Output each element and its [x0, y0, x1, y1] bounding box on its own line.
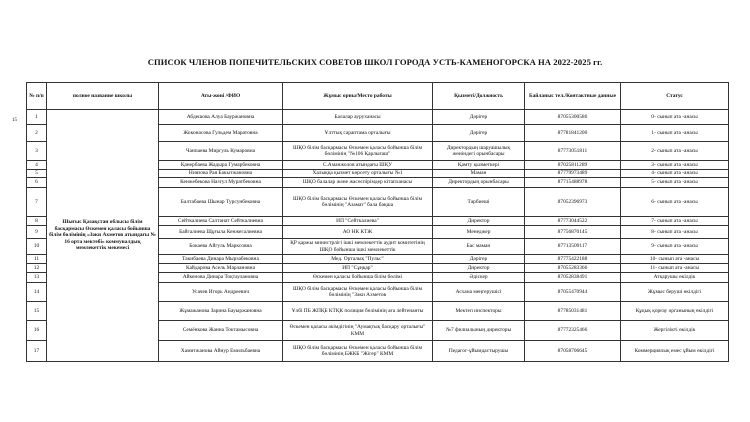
- cell-name: Жоконасова Гульдем Маратовна: [159, 125, 283, 142]
- school-name-cell: Шығыс Қазақстан облысы білім басқармасы Өскемен қаласы бойынша білім бөлімінің «Зәки Ахметов атындағы № 16 орта мектебі» коммуналдық мемлекеттік мекемесі: [47, 110, 159, 362]
- cell-contact: 87756870145: [525, 226, 621, 239]
- cell-work: ИП "Сұңқар": [283, 264, 433, 273]
- table-header-row: [27, 83, 729, 110]
- cell-position: Директордың орынбасары: [433, 178, 525, 188]
- cell-work: Балалар ауруханасы: [283, 110, 433, 125]
- cell-position: Дәрігер: [433, 125, 525, 142]
- cell-position: Асхана меңгерушісі: [433, 283, 525, 302]
- cell-contact: 87773044522: [525, 217, 621, 226]
- page-number: 15: [12, 118, 17, 123]
- cell-num: 5: [27, 170, 47, 178]
- cell-work: Ұлбі ПБ ЖПҚБ КТҚК полиция бөлімінің аға лейтенанты: [283, 302, 433, 321]
- cell-position: №7 филиалының директоры: [433, 321, 525, 341]
- cell-position: Тәрбиеші: [433, 188, 525, 217]
- cell-status: Атқарушы өкілдік: [621, 273, 729, 283]
- cell-num: 17: [27, 341, 47, 362]
- cell-contact: 87785031481: [525, 302, 621, 321]
- cell-name: Абдешова Алуа Бауржановна: [159, 110, 283, 125]
- cell-position: Дәрігер: [433, 255, 525, 264]
- cell-num: 14: [27, 283, 47, 302]
- cell-status: 1- сынып ата -анасы: [621, 125, 729, 142]
- cell-position: Дәрігер: [433, 110, 525, 125]
- cell-work: Ұлттық сараптама орталығы: [283, 125, 433, 142]
- cell-status: 3- сынып ата -анасы: [621, 161, 729, 170]
- cell-position: Әдіскер: [433, 273, 525, 283]
- cell-position: Директордың шаруашылық жөніндегі орынбасары: [433, 142, 525, 161]
- cell-status: 5- сынып ата -анасы: [621, 178, 729, 188]
- cell-contact: 87781841200: [525, 125, 621, 142]
- cell-contact: 87058706645: [525, 341, 621, 362]
- cell-status: 7- сынып ата -анасы: [621, 217, 729, 226]
- cell-num: 8: [27, 217, 47, 226]
- cell-name: Бокаева Айгуль Марксовна: [159, 239, 283, 255]
- cell-contact: 87773051811: [525, 142, 621, 161]
- cell-position: Бас маман: [433, 239, 525, 255]
- cell-name: Ниязова Рая Бакытжановна: [159, 170, 283, 178]
- cell-contact: 87779973489: [525, 170, 621, 178]
- cell-num: 9: [27, 226, 47, 239]
- cell-status: 2- сынып ата -анасы: [621, 142, 729, 161]
- cell-name: Семёнкова Жанна Токтамысовна: [159, 321, 283, 341]
- cell-contact: 87052838491: [525, 273, 621, 283]
- cell-name: Балтабаева Шынар Турсунбековна: [159, 188, 283, 217]
- cell-num: 2: [27, 125, 47, 142]
- cell-contact: 87715488978: [525, 178, 621, 188]
- cell-position: Директор: [433, 264, 525, 273]
- cell-name: Байгалиева Щұғыла Кенжегалиевна: [159, 226, 283, 239]
- cell-num: 10: [27, 239, 47, 255]
- cell-contact: 87775422188: [525, 255, 621, 264]
- header-name: Аты-жөні /ФИО: [159, 83, 283, 110]
- cell-contact: 87055300586: [525, 110, 621, 125]
- cell-position: Мектеп инспекторы: [433, 302, 525, 321]
- cell-num: 4: [27, 161, 47, 170]
- document-title: СПИСОК ЧЛЕНОВ ПОПЕЧИТЕЛЬСКИХ СОВЕТОВ ШКОЛ ГОРОДА УСТЬ-КАМЕНОГОРСКА НА 2022-2025 гг.: [147, 57, 603, 67]
- cell-status: Жұмыс беруші өкілдігі: [621, 283, 729, 302]
- cell-status: 9- сынып ата -анасы: [621, 239, 729, 255]
- cell-num: 11: [27, 255, 47, 264]
- cell-work: ШҚО білім басқармасы Өскемен қаласы бойынша білім бөлімінің БЖКБ "Жігер" КММ: [283, 341, 433, 362]
- header-school: полное название школы: [47, 83, 159, 110]
- cell-num: 15: [27, 302, 47, 321]
- cell-status: 8- сынып ата -анасы: [621, 226, 729, 239]
- cell-status: 10- сынып ата -анасы: [621, 255, 729, 264]
- cell-position: Директор: [433, 217, 525, 226]
- cell-num: 1: [27, 110, 47, 125]
- cell-name: Такибаева Динара Мырзабековна: [159, 255, 283, 264]
- cell-position: Менеджер: [433, 226, 525, 239]
- cell-work: ШҚО балалар және жасөспірімдер кітапханасы: [283, 178, 433, 188]
- cell-position: Қамту қызметкері: [433, 161, 525, 170]
- cell-work: С.Аманжолов атындағы ШҚУ: [283, 161, 433, 170]
- cell-work: Өскемен қаласы әкімдігінің "Аумақтық басқару орталығы" КММ: [283, 321, 433, 341]
- cell-name: Чанпаева Миргуль Кумаровна: [159, 142, 283, 161]
- cell-num: 3: [27, 142, 47, 161]
- cell-work: Өскемен қаласы бойынша білім бөлімі: [283, 273, 433, 283]
- header-status: Статус: [621, 83, 729, 110]
- cell-contact: 87713509117: [525, 239, 621, 255]
- cell-status: Құқық қорғау органының өкілдігі: [621, 302, 729, 321]
- cell-num: 6: [27, 178, 47, 188]
- cell-contact: 87055470944: [525, 283, 621, 302]
- cell-name: Кайдарова Асель Марлановна: [159, 264, 283, 273]
- cell-name: Айкенова Динара Тоқтаулановна: [159, 273, 283, 283]
- cell-name: Сейткалиева Салтанат Сейткалиевна: [159, 217, 283, 226]
- cell-work: Халыққа қызмет көрсету орталығы №1: [283, 170, 433, 178]
- cell-contact: 87052396973: [525, 188, 621, 217]
- cell-num: 16: [27, 321, 47, 341]
- cell-name: Қанербаева Жадыра Гумарбековна: [159, 161, 283, 170]
- cell-num: 12: [27, 264, 47, 273]
- cell-status: Жергілікті өкілдік: [621, 321, 729, 341]
- members-table: [26, 82, 729, 362]
- cell-work: ИП "Сейткалиева": [283, 217, 433, 226]
- cell-contact: 87025811289: [525, 161, 621, 170]
- cell-num: 7: [27, 188, 47, 217]
- header-work: Жұмыс орны/Место работы: [283, 83, 433, 110]
- cell-name: Усачев Игорь Андреевич: [159, 283, 283, 302]
- cell-num: 13: [27, 273, 47, 283]
- header-position: Қызметі/Должность: [433, 83, 525, 110]
- cell-position: Маман: [433, 170, 525, 178]
- cell-status: Коммерциялық емес ұйым өкілдігі: [621, 341, 729, 362]
- cell-work: Мед. Орталық "Пульс": [283, 255, 433, 264]
- cell-name: Кенжебекова Назгул Муратбековна: [159, 178, 283, 188]
- header-contact: Байланыс тел./Контактные данные: [525, 83, 621, 110]
- cell-work: ШҚО білім басқармасы Өскемен қаласы бойынша білім бөлімінің "Зәки Ахметов: [283, 283, 433, 302]
- cell-name: Жұмажанова Зарина Бауыржановна: [159, 302, 283, 321]
- table-row: [27, 110, 729, 125]
- cell-work: ҚР қаржы министрлігі ішкі мемлекеттік аудит комитетінің ШҚО бойынша ішкі мемлекеттік: [283, 239, 433, 255]
- cell-position: Педагог-ұйымдастырушы: [433, 341, 525, 362]
- cell-status: 4- сынып ата -анасы: [621, 170, 729, 178]
- cell-contact: 87772325466: [525, 321, 621, 341]
- cell-name: Хамитжанова Айнур Емильбаевна: [159, 341, 283, 362]
- cell-contact: 87055283366: [525, 264, 621, 273]
- header-num: № п/п: [27, 83, 47, 110]
- cell-status: 11- сынып ата -анасы: [621, 264, 729, 273]
- cell-status: 6- сынып ата -анасы: [621, 188, 729, 217]
- cell-status: 0- сынып ата -анасы: [621, 110, 729, 125]
- cell-work: АО НК КТЖ: [283, 226, 433, 239]
- cell-work: ШҚО білім басқармасы Өскемен қаласы бойынша білім бөлімінің "Азамат" бала бақша: [283, 188, 433, 217]
- cell-work: ШҚО білім басқармасы Өскемен қаласы бойынша білім бөлімінің "№106 Қарлығаш": [283, 142, 433, 161]
